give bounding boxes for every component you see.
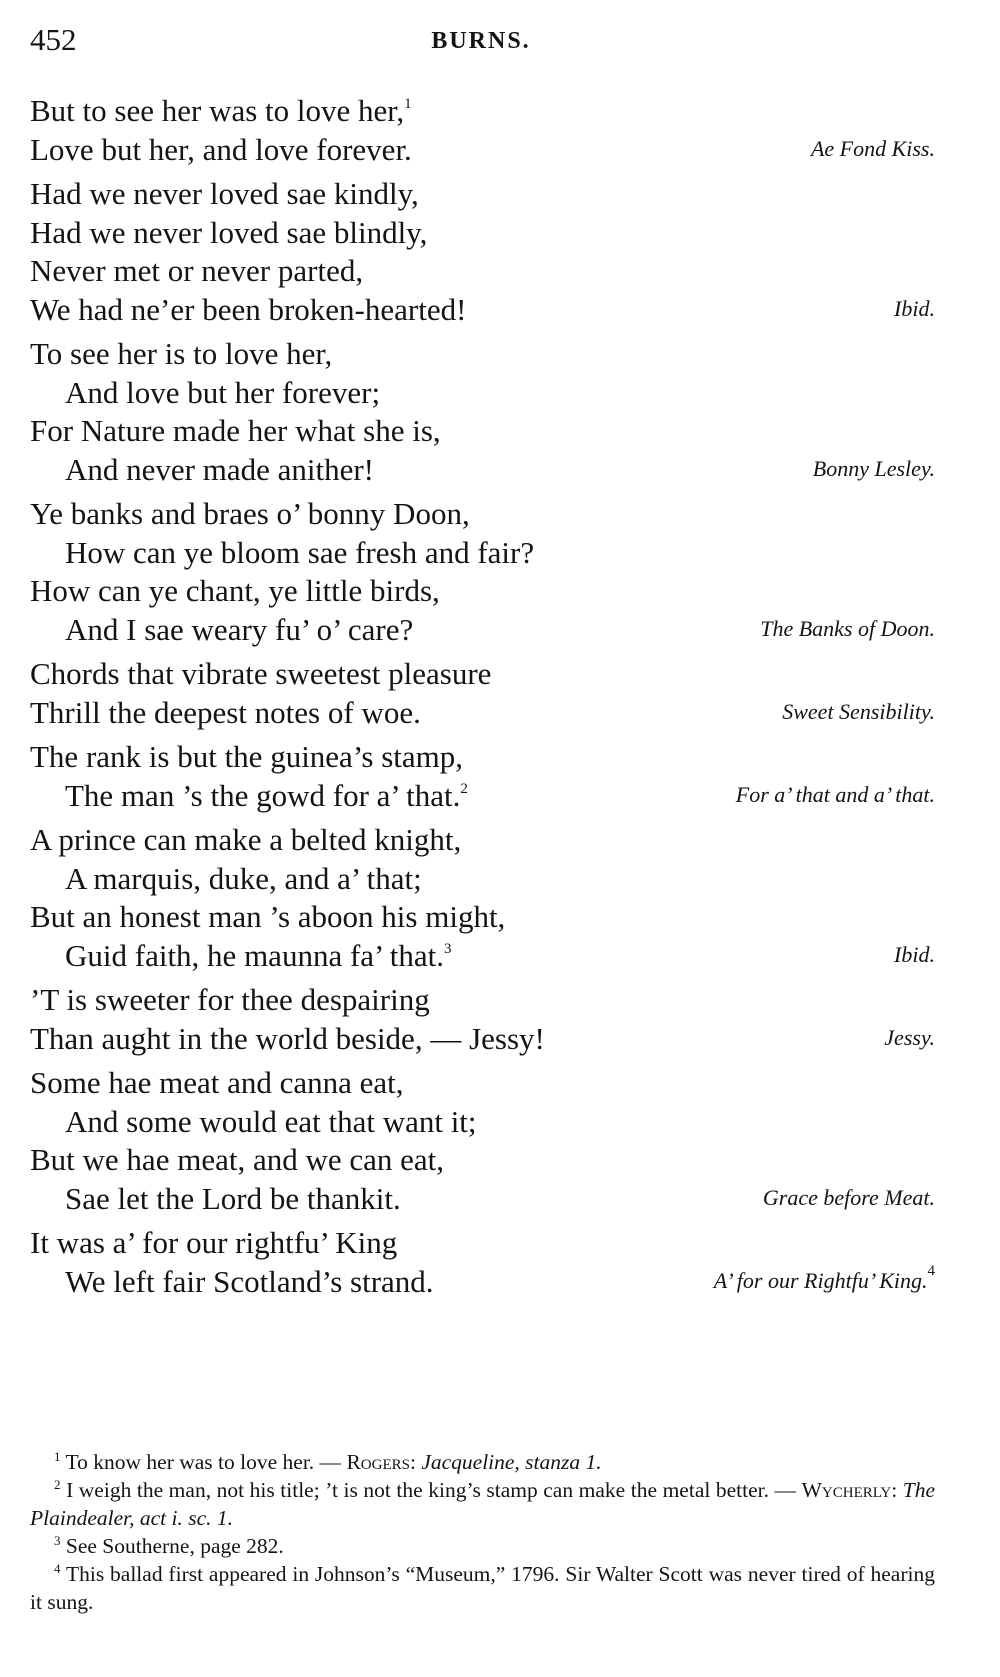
verse-text: Love but her, and love forever. [30, 131, 412, 167]
source-attribution [736, 776, 935, 814]
verse-line [30, 1103, 935, 1142]
verse-text: But we hae meat, and we can eat, [30, 1142, 445, 1177]
source-title: Ibid. [894, 942, 935, 967]
source-attribution [811, 130, 935, 168]
footnote-marker: 1 [404, 96, 412, 112]
verse-line [30, 175, 935, 214]
verse-line [30, 1224, 935, 1263]
verse-text: But to see her was to love her, [30, 93, 405, 128]
footnote-marker: 2 [460, 780, 468, 797]
footnote-separator: : [891, 1478, 903, 1502]
footnote [30, 1560, 935, 1616]
verse-text: And love but her forever; [65, 374, 381, 410]
source-attribution [894, 936, 935, 974]
verse-text: Never met or never parted, [30, 253, 364, 288]
verse-text: How can ye chant, ye little birds, [30, 573, 440, 608]
footnote-author: Wycherly [801, 1478, 892, 1502]
verse-line [30, 655, 935, 694]
footnote-number: 2 [54, 1477, 61, 1492]
verse-text: We left fair Scotland’s strand. [65, 1263, 434, 1299]
verse-line [30, 131, 935, 170]
source-attribution [760, 610, 935, 648]
verse-text: Than aught in the world beside, — Jessy! [30, 1020, 545, 1056]
verse-text: Ye banks and braes o’ bonny Doon, [30, 496, 470, 531]
footnote-text: See Southerne, page 282. [65, 1534, 284, 1558]
source-title: Bonny Lesley. [812, 456, 935, 481]
verse-text: The rank is but the guinea’s stamp, [30, 739, 464, 774]
quotations-body [30, 92, 935, 1307]
verse-line [30, 335, 935, 374]
source-attribution [714, 1262, 935, 1300]
source-title: For a’ that and a’ that. [735, 782, 935, 807]
footnote-text: I weigh the man, not his title; ’t is not the king’s stamp can make the metal better. — [66, 1478, 802, 1502]
source-attribution [763, 1179, 935, 1217]
verse-text: For Nature made her what she is, [30, 413, 441, 448]
source-attribution [894, 290, 935, 328]
verse-line [30, 981, 935, 1020]
footnote [30, 1448, 935, 1476]
verse-line [30, 1064, 935, 1103]
verse-text: The man ’s the gowd for a’ that. [65, 777, 461, 813]
verse-text: To see her is to love her, [30, 336, 333, 371]
footnote-marker: 3 [444, 940, 452, 957]
verse-text: We had ne’er been broken-hearted! [30, 291, 467, 327]
verse-text: And I sae weary fu’ o’ care? [65, 611, 414, 647]
source-attribution [813, 450, 935, 488]
verse-line [30, 898, 935, 937]
stanza [30, 495, 935, 649]
verse-text: A marquis, duke, and a’ that; [65, 860, 422, 896]
footnote-number: 4 [54, 1561, 61, 1576]
verse-text: It was a’ for our rightfu’ King [30, 1225, 398, 1260]
page-header [30, 22, 932, 62]
footnote-number: 3 [54, 1533, 61, 1548]
source-attribution [884, 1019, 935, 1057]
stanza [30, 821, 935, 975]
source-title: Sweet Sensibility. [782, 699, 935, 724]
source-title: Ae Fond Kiss. [810, 136, 935, 161]
verse-text: And never made anither! [65, 451, 375, 487]
verse-line [30, 1020, 935, 1059]
verse-line [30, 92, 935, 131]
stanza [30, 738, 935, 815]
running-title: BURNS. [431, 28, 531, 54]
verse-text: Had we never loved sae blindly, [30, 214, 428, 250]
verse-text: Some hae meat and canna eat, [30, 1065, 404, 1100]
stanza [30, 1064, 935, 1218]
verse-text: And some would eat that want it; [65, 1103, 477, 1139]
verse-line [30, 1141, 935, 1180]
stanza [30, 981, 935, 1058]
source-title: Ibid. [894, 296, 935, 321]
source-title: Jessy. [884, 1025, 935, 1050]
verse-line [30, 534, 935, 573]
verse-line [30, 451, 935, 490]
page-number: 452 [30, 22, 77, 57]
footnote [30, 1532, 935, 1560]
verse-line [30, 214, 935, 253]
verse-text: Guid faith, he maunna fa’ that. [65, 937, 445, 973]
footnote-text: This ballad first appeared in Johnson’s “Museum,” 1796. Sir Walter Scott was never tired of hearing it sung. [30, 1562, 935, 1614]
footnotes [30, 1448, 935, 1616]
verse-text: Sae let the Lord be thankit. [65, 1180, 401, 1216]
verse-text: But an honest man ’s aboon his might, [30, 899, 506, 934]
footnote-number: 1 [54, 1449, 61, 1464]
verse-line [30, 738, 935, 777]
verse-line [30, 374, 935, 413]
verse-line [30, 495, 935, 534]
stanza [30, 655, 935, 732]
verse-text: How can ye bloom sae fresh and fair? [65, 534, 535, 570]
stanza [30, 92, 935, 169]
stanza [30, 1224, 935, 1301]
verse-line [30, 821, 935, 860]
verse-line [30, 412, 935, 451]
footnote-text: To know her was to love her. — [65, 1450, 347, 1474]
verse-text: A prince can make a belted knight, [30, 822, 462, 857]
footnote [30, 1476, 935, 1532]
footnote-marker: 4 [927, 1263, 935, 1279]
footnote-work: Jacqueline, stanza 1. [421, 1450, 602, 1474]
verse-line [30, 860, 935, 899]
source-title: A’ for our Rightfu’ King. [713, 1268, 928, 1293]
verse-text: Thrill the deepest notes of woe. [30, 694, 421, 730]
source-title: Grace before Meat. [762, 1185, 935, 1210]
verse-line [30, 252, 935, 291]
footnote-separator: : [409, 1450, 422, 1474]
footnote-work: The Plaindealer, act i. sc. 1. [30, 1478, 936, 1530]
source-title: The Banks of Doon. [760, 616, 935, 641]
footnote-author: Rogers [346, 1450, 410, 1474]
verse-text: ’T is sweeter for thee despairing [30, 982, 430, 1017]
verse-line [30, 291, 935, 330]
verse-line [30, 572, 935, 611]
source-attribution [782, 693, 935, 731]
verse-text: Had we never loved sae kindly, [30, 176, 419, 211]
stanza [30, 175, 935, 329]
verse-text: Chords that vibrate sweetest pleasure [30, 656, 492, 691]
verse-line [30, 937, 935, 976]
stanza [30, 335, 935, 489]
